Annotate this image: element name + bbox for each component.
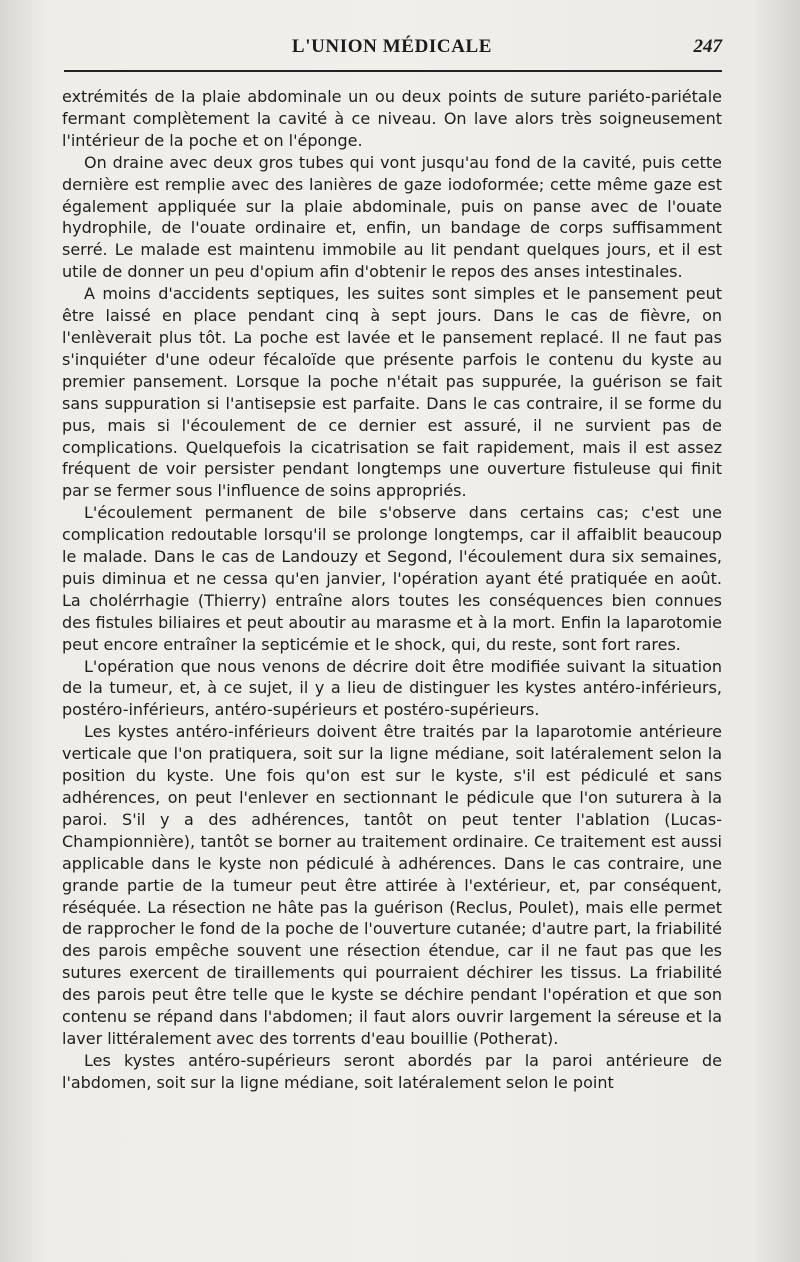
header-rule bbox=[64, 70, 722, 72]
article-body bbox=[62, 86, 722, 1094]
paragraph: L'opération que nous venons de décrire doit être modifiée suivant la situation de la tumeur, et, à ce sujet, il y a lieu de distinguer les kystes antéro-inférieurs, postéro-inférieurs, antéro-supérieurs et postéro-supérieurs. bbox=[62, 656, 722, 720]
paragraph: Les kystes antéro-supérieurs seront abordés par la paroi antérieure de l'abdomen, soit sur la ligne médiane, soit latéralement selon le point bbox=[62, 1050, 722, 1092]
paragraph: A moins d'accidents septiques, les suites sont simples et le pansement peut être laissé en place pendant cinq à sept jours. Dans le cas de fièvre, on l'enlèverait plus tôt. La poche est lavée et le pansement replacé. Il ne faut pas s'inquiéter d'une odeur fécaloïde que présente parfois le contenu du kyste au premier pansement. Lorsque la poche n'était pas suppurée, la guérison se fait sans suppuration si l'antisepsie est parfaite. Dans le cas contraire, il se forme du pus, mais si l'écoulement de ce dernier est assuré, il ne survient pas de complications. Quelquefois la cicatrisation se fait rapidement, mais il est assez fréquent de voir persister pendant longtemps une ouverture fistuleuse qui finit par se fermer sous l'influence de soins appropriés. bbox=[62, 284, 722, 501]
paragraph: On draine avec deux gros tubes qui vont jusqu'au fond de la cavité, puis cette dernière est remplie avec des lanières de gaze iodoformée; cette même gaze est également appliquée sur la plaie abdominale, puis on panse avec de l'ouate hydrophile, de l'ouate ordinaire et, enfin, un bandage de corps suffisamment serré. Le malade est maintenu immobile au lit pendant quelques jours, et il est utile de donner un peu d'opium afin d'obtenir le repos des anses intestinales. bbox=[62, 152, 722, 282]
paragraph: Les kystes antéro-inférieurs doivent être traités par la laparotomie antérieure verticale que l'on pratiquera, soit sur la ligne médiane, soit latéralement selon la position du kyste. Une fois qu'on est sur le kyste, s'il est pédiculé et sans adhérences, on peut l'enlever en sectionnant le pédicule que l'on suturera à la paroi. S'il y a des adhérences, tantôt on peut tenter l'ablation (Lucas-Championnière), tantôt se borner au traitement ordinaire. Ce traitement est aussi applicable dans le kyste non pédiculé à adhérences. Dans le cas contraire, une grande partie de la tumeur peut être attirée à l'extérieur, et, par conséquent, réséquée. La résection ne hâte pas la guérison (Reclus, Poulet), mais elle permet de rapprocher le fond de la poche de l'ouverture cutanée; d'autre part, la friabilité des parois empêche souvent une résection étendue, car il ne faut pas que les sutures exercent de tiraillements qui pourraient déchirer les tissus. La friabilité des parois peut être telle que le kyste se déchire pendant l'opération et que son contenu se répand dans l'abdomen; il faut alors ouvrir largement la séreuse et la laver littéralement avec des torrents d'eau bouillie (Potherat). bbox=[62, 722, 722, 1048]
running-head-title: L'UNION MÉDICALE bbox=[291, 36, 493, 57]
paragraph: L'écoulement permanent de bile s'observe dans certains cas; c'est une complication redoutable lorsqu'il se prolonge longtemps, car il affaiblit beaucoup le malade. Dans le cas de Landouzy et Segond, l'écoulement dura six semaines, puis diminua et ne cessa qu'en janvier, l'opération ayant été pratiquée en août. La cholérrhagie (Thierry) entraîne alors toutes les conséquences bien connues des fistules biliaires et peut aboutir au marasme et à la mort. Enfin la laparotomie peut encore entraîner la septicémie et le shock, qui, du reste, sont fort rares. bbox=[62, 503, 722, 654]
page-header bbox=[62, 36, 722, 64]
page-number: 247 bbox=[693, 36, 722, 57]
paragraph-continuation: extrémités de la plaie abdominale un ou deux points de suture pariéto-pariétale fermant complètement la cavité à ce niveau. On lave alors très soigneusement l'intérieur de la poche et on l'éponge. bbox=[62, 87, 722, 150]
